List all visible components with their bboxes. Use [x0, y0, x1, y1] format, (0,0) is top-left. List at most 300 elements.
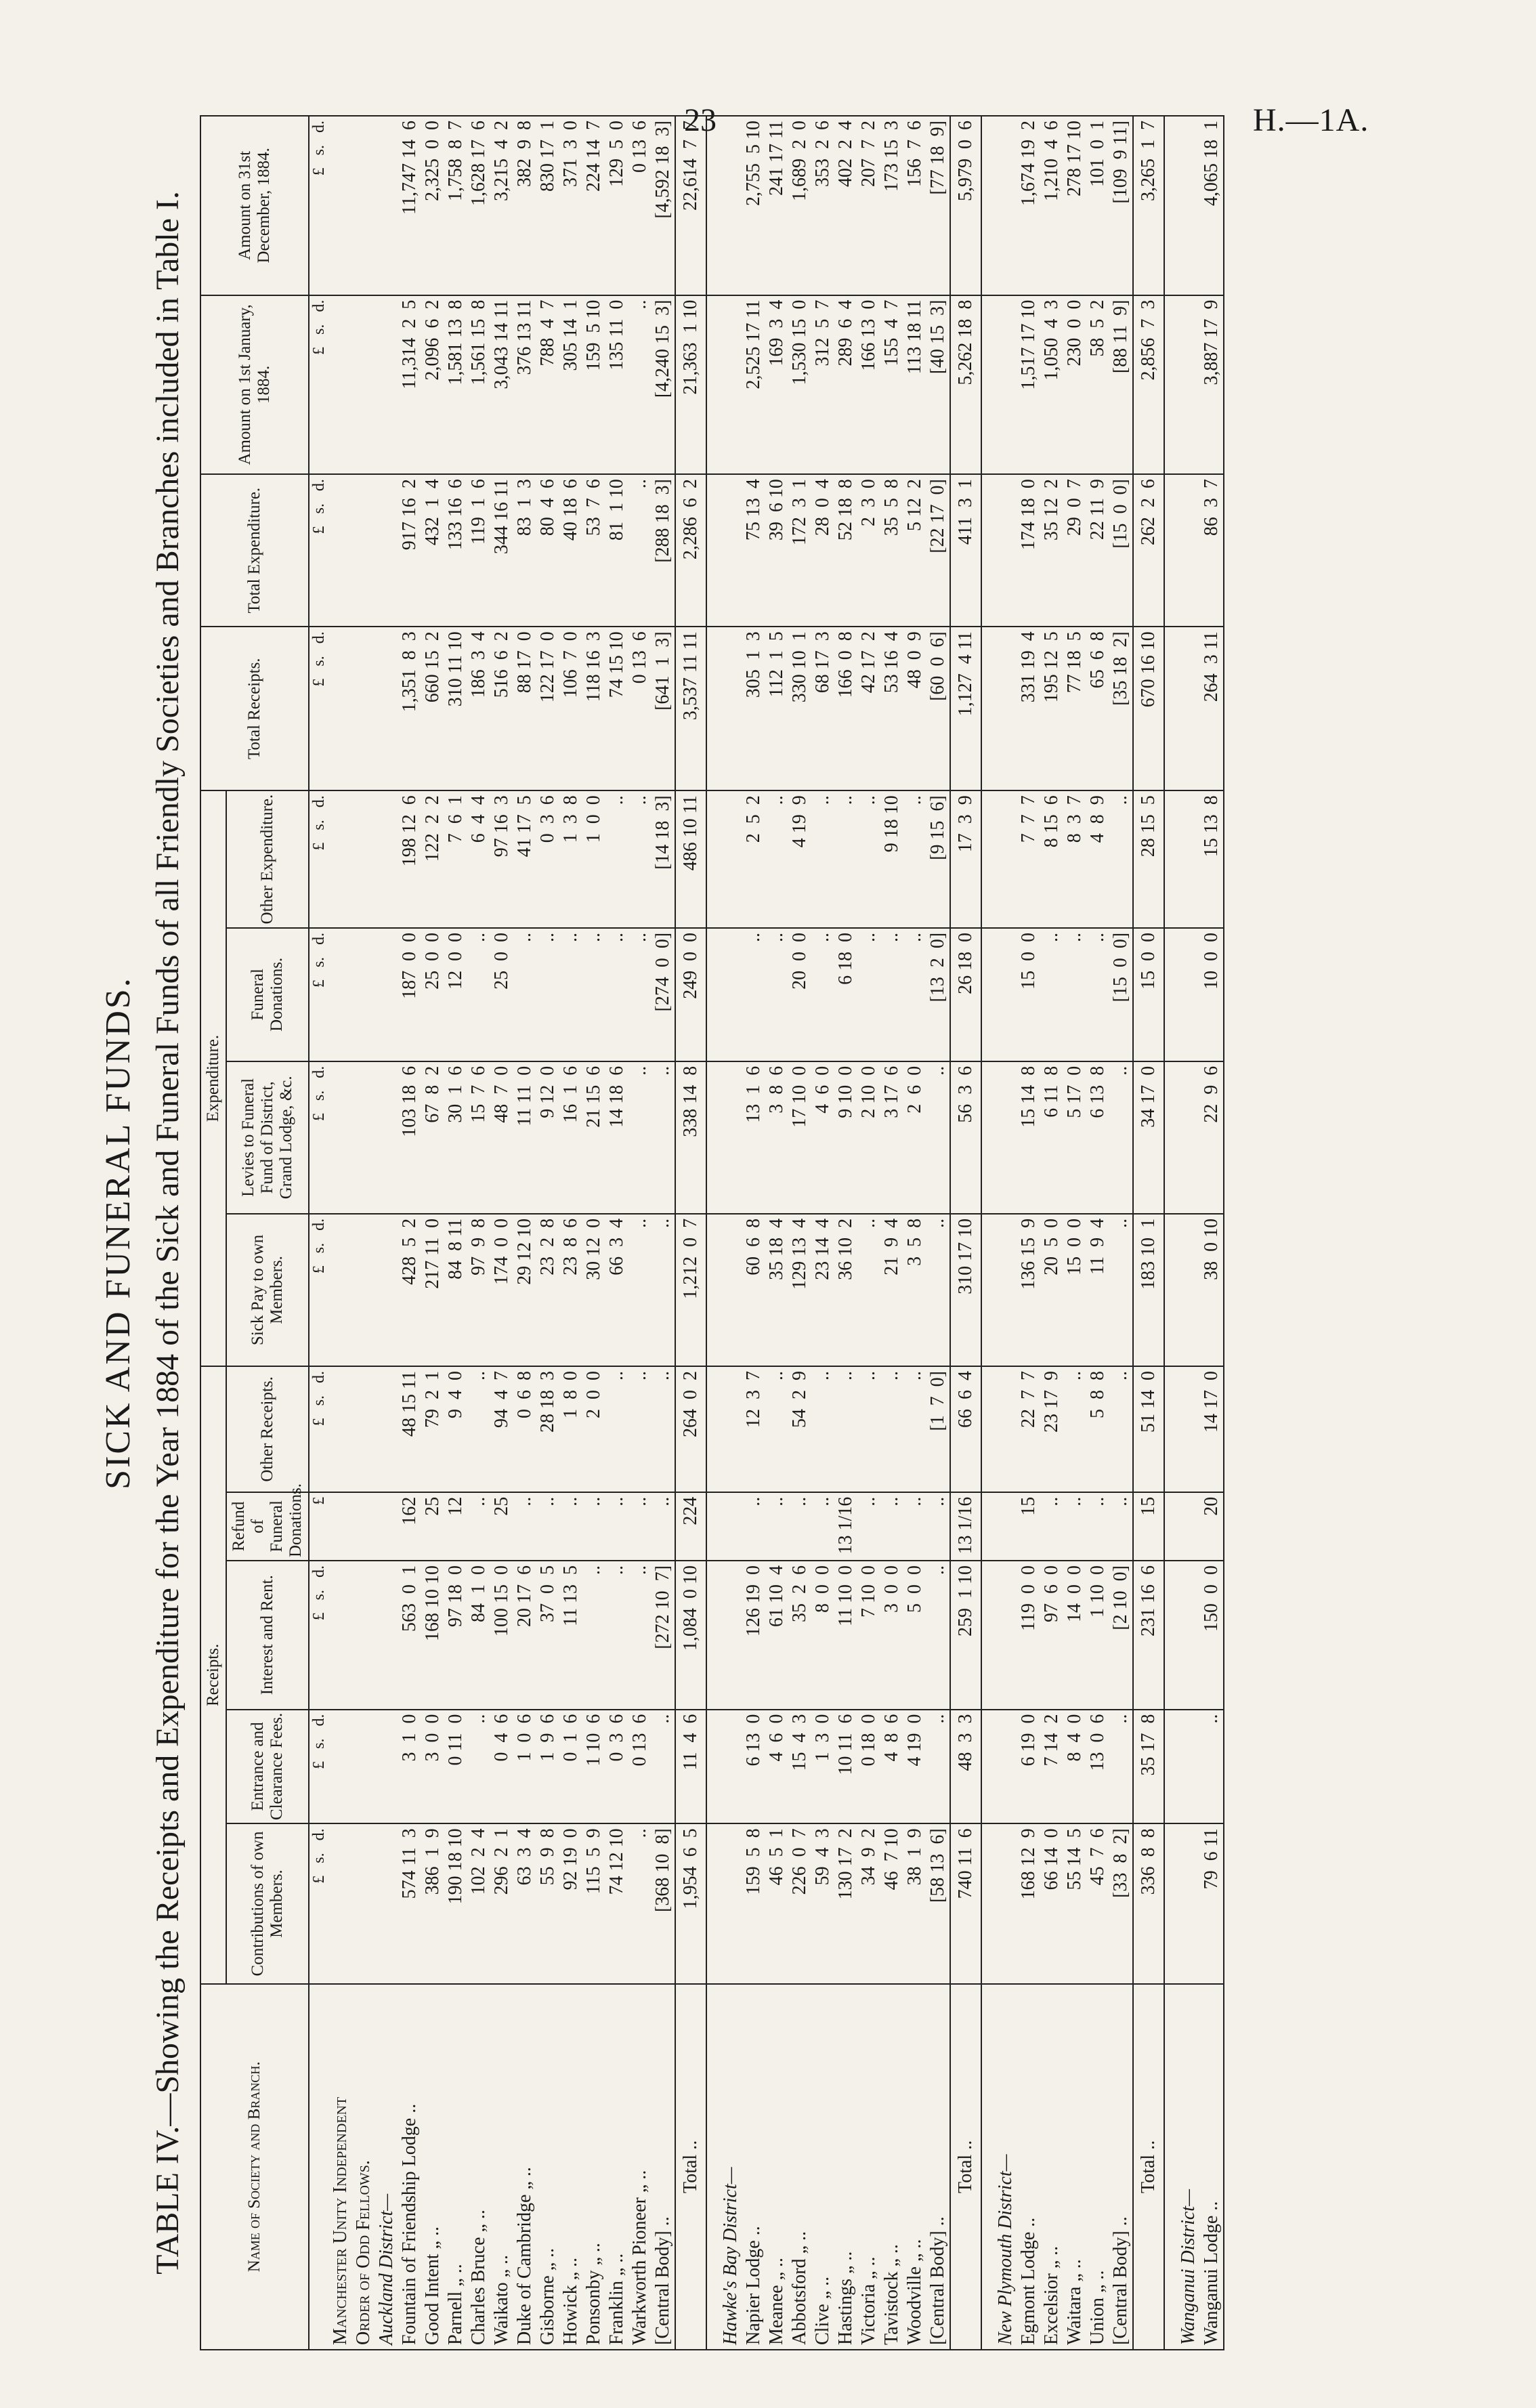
- value-cell: ..: [652, 1492, 675, 1561]
- value-cell: 13 1/16: [950, 1492, 981, 1561]
- value-cell: ..: [1040, 928, 1063, 1061]
- value-cell: 11 13 5: [559, 1561, 582, 1709]
- value-cell: 97 18 0: [444, 1561, 467, 1709]
- value-cell: 4,065 18 1: [1200, 116, 1224, 295]
- value-cell: ..: [1109, 1061, 1133, 1214]
- value-cell: 3 8 6: [765, 1061, 788, 1214]
- table-row: [1040, 116, 1063, 2350]
- value-cell: 102 2 4: [467, 1823, 490, 1983]
- value-cell: [352, 1710, 375, 1824]
- table-row: [605, 116, 628, 2350]
- value-cell: 38 1 9: [903, 1823, 926, 1983]
- units-other-receipts: £ s. d.: [309, 1366, 329, 1492]
- branch-name: Waitara „ ..: [1063, 1984, 1086, 2350]
- value-cell: 11 4 6: [675, 1710, 706, 1824]
- value-cell: [1177, 1561, 1200, 1709]
- value-cell: ..: [467, 1366, 490, 1492]
- table-row: [880, 116, 903, 2350]
- value-cell: 22,614 7 7: [675, 116, 706, 295]
- value-cell: ..: [811, 790, 834, 928]
- value-cell: ..: [536, 928, 559, 1061]
- value-cell: 6 13 0: [742, 1710, 765, 1824]
- value-cell: 38 0 10: [1200, 1214, 1224, 1366]
- value-cell: 4 6 0: [811, 1061, 834, 1214]
- value-cell: 113 18 11: [903, 295, 926, 475]
- value-cell: 0 3 6: [605, 1710, 628, 1824]
- value-cell: 68 17 3: [811, 627, 834, 790]
- value-cell: 101 0 1: [1086, 116, 1109, 295]
- value-cell: 30 12 0: [582, 1214, 605, 1366]
- spacer-row: [981, 116, 994, 2350]
- value-cell: [329, 790, 352, 928]
- value-cell: 129 5 0: [605, 116, 628, 295]
- value-cell: 22 7 7: [1017, 1366, 1040, 1492]
- value-cell: ..: [1063, 1492, 1086, 1561]
- table-subtitle: TABLE IV.—Showing the Receipts and Expenditure for the Year 1884 of the Sick and Funeral Funds of all Friendly Societies and Branches included in Table I.: [150, 191, 186, 2275]
- value-cell: [35 18 2]: [1109, 627, 1133, 790]
- value-cell: [375, 1823, 398, 1983]
- units-levies: £ s. d.: [309, 1061, 329, 1214]
- value-cell: ..: [1109, 790, 1133, 928]
- value-cell: 115 5 9: [582, 1823, 605, 1983]
- table-row: [1086, 116, 1109, 2350]
- value-cell: 1 3 8: [559, 790, 582, 928]
- value-cell: 75 13 4: [742, 474, 765, 627]
- value-cell: [109 9 11]: [1109, 116, 1133, 295]
- units-amount-jan: £ s. d.: [309, 295, 329, 475]
- value-cell: [1177, 1710, 1200, 1824]
- value-cell: 486 10 11: [675, 790, 706, 928]
- value-cell: 0 13 6: [628, 116, 652, 295]
- spacer-cell: [981, 1492, 994, 1561]
- value-cell: 6 4 4: [467, 790, 490, 928]
- value-cell: 35 17 8: [1133, 1710, 1164, 1824]
- value-cell: 830 17 1: [536, 116, 559, 295]
- value-cell: ..: [880, 1366, 903, 1492]
- value-cell: 2 5 2: [742, 790, 765, 928]
- table-row: [811, 116, 834, 2350]
- value-cell: 259 1 10: [950, 1561, 981, 1709]
- value-cell: [60 0 6]: [926, 627, 950, 790]
- value-cell: 432 1 4: [421, 474, 444, 627]
- value-cell: ..: [1109, 1366, 1133, 1492]
- units-contributions: £ s. d.: [309, 1823, 329, 1983]
- value-cell: 15 7 6: [467, 1061, 490, 1214]
- branch-name: [Central Body] ..: [1109, 1984, 1133, 2350]
- value-cell: 79 6 11: [1200, 1823, 1224, 1983]
- value-cell: [719, 928, 742, 1061]
- table-body: [309, 116, 1224, 2350]
- value-cell: [352, 474, 375, 627]
- value-cell: 159 5 10: [582, 295, 605, 475]
- value-cell: 1 8 0: [559, 1366, 582, 1492]
- value-cell: [22 17 0]: [926, 474, 950, 627]
- value-cell: 94 4 7: [490, 1366, 513, 1492]
- value-cell: [375, 116, 398, 295]
- value-cell: ..: [788, 1492, 811, 1561]
- value-cell: [77 18 9]: [926, 116, 950, 295]
- value-cell: 231 16 6: [1133, 1561, 1164, 1709]
- value-cell: 344 16 11: [490, 474, 513, 627]
- value-cell: 66 14 0: [1040, 1823, 1063, 1983]
- value-cell: [352, 1823, 375, 1983]
- value-cell: ..: [765, 1366, 788, 1492]
- value-cell: 1,674 19 2: [1017, 116, 1040, 295]
- spacer-cell: [706, 474, 719, 627]
- value-cell: 2 10 0: [857, 1061, 880, 1214]
- value-cell: 1,530 15 0: [788, 295, 811, 475]
- value-cell: 264 0 2: [675, 1366, 706, 1492]
- value-cell: ..: [903, 790, 926, 928]
- value-cell: 289 6 4: [834, 295, 857, 475]
- value-cell: [329, 1492, 352, 1561]
- value-cell: ..: [880, 1492, 903, 1561]
- value-cell: 35 5 8: [880, 474, 903, 627]
- value-cell: 6 11 8: [1040, 1061, 1063, 1214]
- value-cell: 11,747 14 6: [398, 116, 421, 295]
- value-cell: 63 3 4: [513, 1823, 536, 1983]
- value-cell: ..: [628, 295, 652, 475]
- value-cell: 1,561 15 8: [467, 295, 490, 475]
- spacer-cell: [981, 1061, 994, 1214]
- value-cell: 1,581 13 8: [444, 295, 467, 475]
- value-cell: ..: [1063, 1366, 1086, 1492]
- table-row: [1063, 116, 1086, 2350]
- value-cell: [719, 1823, 742, 1983]
- value-cell: ..: [1200, 1710, 1224, 1824]
- value-cell: 25 0 0: [421, 928, 444, 1061]
- spacer-cell: [981, 1984, 994, 2350]
- table-row: [834, 116, 857, 2350]
- value-cell: 310 17 10: [950, 1214, 981, 1366]
- value-cell: 4 8 9: [1086, 790, 1109, 928]
- value-cell: ..: [857, 790, 880, 928]
- value-cell: ..: [926, 1214, 950, 1366]
- value-cell: 40 18 6: [559, 474, 582, 627]
- value-cell: [272 10 7]: [652, 1561, 675, 1709]
- section-row: [1177, 116, 1200, 2350]
- value-cell: [13 2 0]: [926, 928, 950, 1061]
- section-heading: Wanganui District—: [1177, 1984, 1200, 2350]
- value-cell: 74 15 10: [605, 627, 628, 790]
- value-cell: 15 0 0: [1063, 1214, 1086, 1366]
- table-row: [1200, 116, 1224, 2350]
- value-cell: [1177, 790, 1200, 928]
- header-amount-dec: Amount on 31st December, 1884.: [200, 116, 309, 295]
- value-cell: 20: [1200, 1492, 1224, 1561]
- value-cell: 1,050 4 3: [1040, 295, 1063, 475]
- total-label: Total ..: [1133, 1984, 1164, 2350]
- value-cell: 30 1 6: [444, 1061, 467, 1214]
- value-cell: 15 0 0: [1133, 928, 1164, 1061]
- table-row: [1109, 116, 1133, 2350]
- table-row: [857, 116, 880, 2350]
- value-cell: [352, 1061, 375, 1214]
- header-amount-jan: Amount on 1st January, 1884.: [200, 295, 309, 475]
- value-cell: 25: [490, 1492, 513, 1561]
- value-cell: 3,265 1 7: [1133, 116, 1164, 295]
- spacer-cell: [706, 1561, 719, 1709]
- value-cell: ..: [834, 790, 857, 928]
- value-cell: ..: [628, 1561, 652, 1709]
- section-row: [994, 116, 1017, 2350]
- units-entrance: £ s. d.: [309, 1710, 329, 1824]
- table-row: [467, 116, 490, 2350]
- value-cell: ..: [1086, 928, 1109, 1061]
- value-cell: ..: [513, 1492, 536, 1561]
- value-cell: [719, 1492, 742, 1561]
- spacer-cell: [1164, 1984, 1177, 2350]
- value-cell: 660 15 2: [421, 627, 444, 790]
- value-cell: 264 3 11: [1200, 627, 1224, 790]
- value-cell: 88 17 0: [513, 627, 536, 790]
- value-cell: 5 0 0: [903, 1561, 926, 1709]
- value-cell: 1,628 17 6: [467, 116, 490, 295]
- value-cell: 23 8 6: [559, 1214, 582, 1366]
- value-cell: 3 5 8: [903, 1214, 926, 1366]
- value-cell: ..: [765, 1492, 788, 1561]
- value-cell: [719, 790, 742, 928]
- value-cell: 386 1 9: [421, 1823, 444, 1983]
- value-cell: 12 0 0: [444, 928, 467, 1061]
- value-cell: 42 17 2: [857, 627, 880, 790]
- total-row: [675, 116, 706, 2350]
- branch-name: Hastings „ ..: [834, 1984, 857, 2350]
- value-cell: 3 0 0: [880, 1561, 903, 1709]
- value-cell: [329, 928, 352, 1061]
- table-row: [903, 116, 926, 2350]
- branch-name: [Central Body] ..: [652, 1984, 675, 2350]
- value-cell: 119 0 0: [1017, 1561, 1040, 1709]
- spacer-cell: [1164, 1366, 1177, 1492]
- value-cell: 5,262 18 8: [950, 295, 981, 475]
- value-cell: ..: [467, 1710, 490, 1824]
- header-receipts: Receipts.: [200, 1366, 226, 1984]
- value-cell: [88 11 9]: [1109, 295, 1133, 475]
- header-levies: Levies to Funeral Fund of District, Grand Lodge, &c.: [226, 1061, 309, 1214]
- value-cell: 34 17 0: [1133, 1061, 1164, 1214]
- value-cell: 4 6 0: [765, 1710, 788, 1824]
- value-cell: 11,314 2 5: [398, 295, 421, 475]
- value-cell: 118 16 3: [582, 627, 605, 790]
- spacer-cell: [981, 1214, 994, 1366]
- value-cell: [15 0 0]: [1109, 928, 1133, 1061]
- spacer-cell: [1164, 928, 1177, 1061]
- spacer-cell: [981, 790, 994, 928]
- header-funeral: Funeral Donations.: [226, 928, 309, 1061]
- spacer-cell: [706, 1984, 719, 2350]
- value-cell: 6 19 0: [1017, 1710, 1040, 1824]
- value-cell: [1177, 116, 1200, 295]
- section-heading: New Plymouth District—: [994, 1984, 1017, 2350]
- value-cell: 55 9 8: [536, 1823, 559, 1983]
- value-cell: 14 0 0: [1063, 1561, 1086, 1709]
- value-cell: 168 12 9: [1017, 1823, 1040, 1983]
- value-cell: 788 4 7: [536, 295, 559, 475]
- header-total-receipts: Total Receipts.: [200, 627, 309, 790]
- spacer-cell: [706, 1366, 719, 1492]
- branch-name: Wanganui Lodge ..: [1200, 1984, 1224, 2350]
- page-number: 23: [684, 102, 717, 138]
- funds-table: [200, 115, 1224, 2350]
- value-cell: 48 3 3: [950, 1710, 981, 1824]
- value-cell: [1177, 1823, 1200, 1983]
- value-cell: 7 6 1: [444, 790, 467, 928]
- value-cell: 58 5 2: [1086, 295, 1109, 475]
- value-cell: 60 6 8: [742, 1214, 765, 1366]
- table-row: [444, 116, 467, 2350]
- value-cell: [329, 1214, 352, 1366]
- value-cell: 6 13 8: [1086, 1061, 1109, 1214]
- value-cell: [375, 474, 398, 627]
- value-cell: ..: [811, 928, 834, 1061]
- value-cell: 230 0 0: [1063, 295, 1086, 475]
- header-expenditure: Expenditure.: [200, 790, 226, 1366]
- value-cell: [719, 1366, 742, 1492]
- branch-name: Howick „ ..: [559, 1984, 582, 2350]
- value-cell: 21,363 1 10: [675, 295, 706, 475]
- value-cell: 15 0 0: [1017, 928, 1040, 1061]
- branch-name: Clive „ ..: [811, 1984, 834, 2350]
- branch-name: Woodville „ ..: [903, 1984, 926, 2350]
- value-cell: 5 8 8: [1086, 1366, 1109, 1492]
- value-cell: ..: [605, 790, 628, 928]
- value-cell: 17 10 0: [788, 1061, 811, 1214]
- spacer-cell: [981, 928, 994, 1061]
- value-cell: 207 7 2: [857, 116, 880, 295]
- value-cell: 3,215 4 2: [490, 116, 513, 295]
- value-cell: 65 6 8: [1086, 627, 1109, 790]
- value-cell: 376 13 11: [513, 295, 536, 475]
- units-interest: £ s. d.: [309, 1561, 329, 1709]
- value-cell: 103 18 6: [398, 1061, 421, 1214]
- section-heading: Manchester Unity Independent: [329, 1984, 352, 2350]
- table-row: [559, 116, 582, 2350]
- value-cell: 29 12 10: [513, 1214, 536, 1366]
- value-cell: 74 12 10: [605, 1823, 628, 1983]
- value-cell: 25 0 0: [490, 928, 513, 1061]
- header-refund: Refund of Funeral Donations.: [226, 1492, 309, 1561]
- value-cell: [288 18 3]: [652, 474, 675, 627]
- total-label: Total ..: [675, 1984, 706, 2350]
- value-cell: [329, 474, 352, 627]
- value-cell: 1,954 6 5: [675, 1823, 706, 1983]
- value-cell: ..: [605, 1492, 628, 1561]
- value-cell: 241 17 11: [765, 116, 788, 295]
- table-row: [628, 116, 652, 2350]
- value-cell: ..: [467, 1492, 490, 1561]
- value-cell: [994, 295, 1017, 475]
- value-cell: 262 2 6: [1133, 474, 1164, 627]
- value-cell: 917 16 2: [398, 474, 421, 627]
- value-cell: 15: [1133, 1492, 1164, 1561]
- units-refund: £: [309, 1492, 329, 1561]
- value-cell: 1 10 0: [1086, 1561, 1109, 1709]
- value-cell: ..: [513, 928, 536, 1061]
- table-row: [926, 116, 950, 2350]
- value-cell: 9 10 0: [834, 1061, 857, 1214]
- value-cell: 0 18 0: [857, 1710, 880, 1824]
- value-cell: 5,979 0 6: [950, 116, 981, 295]
- value-cell: 97 9 8: [467, 1214, 490, 1366]
- header-other-receipts: Other Receipts.: [226, 1366, 309, 1492]
- value-cell: 312 5 7: [811, 295, 834, 475]
- value-cell: [375, 1710, 398, 1824]
- value-cell: 249 0 0: [675, 928, 706, 1061]
- value-cell: 5 12 2: [903, 474, 926, 627]
- spacer-row: [706, 116, 719, 2350]
- value-cell: 81 1 10: [605, 474, 628, 627]
- value-cell: 12 3 7: [742, 1366, 765, 1492]
- value-cell: [329, 1061, 352, 1214]
- value-cell: 53 16 4: [880, 627, 903, 790]
- value-cell: ..: [1086, 1492, 1109, 1561]
- units-other-expenditure: £ s. d.: [309, 790, 329, 928]
- value-cell: 46 7 10: [880, 1823, 903, 1983]
- value-cell: 1,758 8 7: [444, 116, 467, 295]
- value-cell: 84 1 0: [467, 1561, 490, 1709]
- value-cell: 516 6 2: [490, 627, 513, 790]
- value-cell: ..: [903, 1366, 926, 1492]
- value-cell: 15 14 8: [1017, 1061, 1040, 1214]
- value-cell: 166 13 0: [857, 295, 880, 475]
- value-cell: [9 15 6]: [926, 790, 950, 928]
- value-cell: [994, 1366, 1017, 1492]
- value-cell: 77 18 5: [1063, 627, 1086, 790]
- value-cell: ..: [857, 1366, 880, 1492]
- value-cell: 53 7 6: [582, 474, 605, 627]
- branch-name: Abbotsford „ ..: [788, 1984, 811, 2350]
- value-cell: ..: [1109, 1214, 1133, 1366]
- value-cell: [352, 1366, 375, 1492]
- value-cell: 0 4 6: [490, 1710, 513, 1824]
- header-other-expenditure: Other Expenditure.: [226, 790, 309, 928]
- value-cell: 86 3 7: [1200, 474, 1224, 627]
- value-cell: ..: [628, 1492, 652, 1561]
- value-cell: 3,043 14 11: [490, 295, 513, 475]
- value-cell: 126 19 0: [742, 1561, 765, 1709]
- value-cell: [352, 1492, 375, 1561]
- value-cell: 2,856 7 3: [1133, 295, 1164, 475]
- value-cell: 310 11 10: [444, 627, 467, 790]
- value-cell: ..: [628, 474, 652, 627]
- value-cell: 371 3 0: [559, 116, 582, 295]
- value-cell: 20 17 6: [513, 1561, 536, 1709]
- spacer-cell: [1164, 1561, 1177, 1709]
- value-cell: 29 0 7: [1063, 474, 1086, 627]
- value-cell: 36 10 2: [834, 1214, 857, 1366]
- value-cell: ..: [903, 1492, 926, 1561]
- value-cell: 21 9 4: [880, 1214, 903, 1366]
- value-cell: 61 10 4: [765, 1561, 788, 1709]
- value-cell: ..: [582, 928, 605, 1061]
- value-cell: 9 4 0: [444, 1366, 467, 1492]
- value-cell: ..: [903, 928, 926, 1061]
- branch-name: Meanee „ ..: [765, 1984, 788, 2350]
- header-sick-pay: Sick Pay to own Members.: [226, 1214, 309, 1366]
- value-cell: ..: [605, 928, 628, 1061]
- value-cell: [4,592 18 3]: [652, 116, 675, 295]
- table-row: [1017, 116, 1040, 2350]
- value-cell: [1177, 1214, 1200, 1366]
- value-cell: [719, 1061, 742, 1214]
- value-cell: 122 17 0: [536, 627, 559, 790]
- value-cell: 1,212 0 7: [675, 1214, 706, 1366]
- value-cell: [994, 1710, 1017, 1824]
- value-cell: [994, 1214, 1017, 1366]
- value-cell: 296 2 1: [490, 1823, 513, 1983]
- value-cell: 97 6 0: [1040, 1561, 1063, 1709]
